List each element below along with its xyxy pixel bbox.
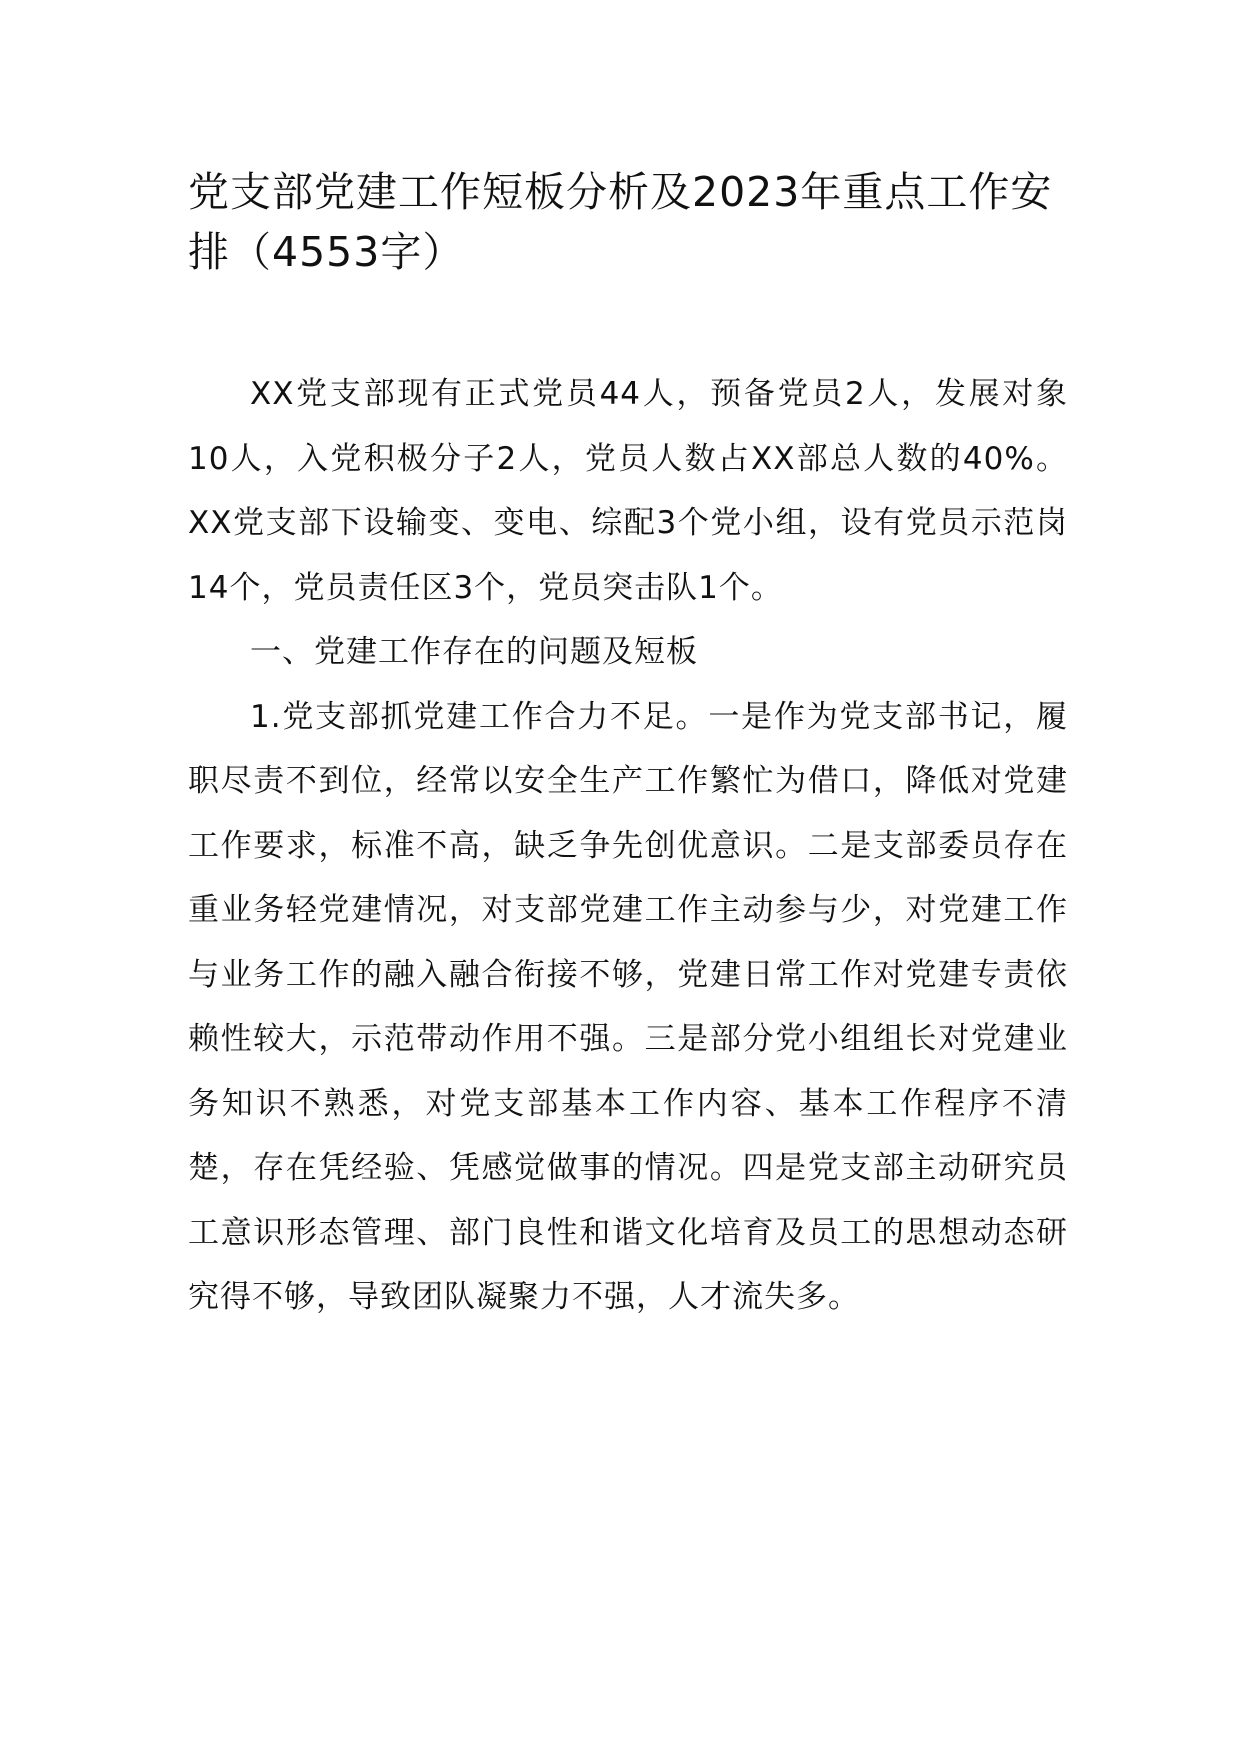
document-title: 党支部党建工作短板分析及2023年重点工作安排（4553字） [188,168,1053,276]
intro-paragraph: XX党支部现有正式党员44人，预备党员2人，发展对象10人，入党积极分子2人，党员人数占XX部总人数的40%。XX党支部下设输变、变电、综配3个党小组，设有党员示范岗14个，党员责任区3个，党员突击队1个。 [188,376,1068,606]
document-body [188,362,1068,1330]
body-paragraph: 1.党支部抓党建工作合力不足。一是作为党支部书记，履职尽责不到位，经常以安全生产工作繁忙为借口，降低对党建工作要求，标准不高，缺乏争先创优意识。二是支部委员存在重业务轻党建情况，对支部党建工作主动参与少，对党建工作与业务工作的融入融合衔接不够，党建日常工作对党建专责依赖性较大，示范带动作用不强。三是部分党小组组长对党建业务知识不熟悉，对党支部基本工作内容、基本工作程序不清楚，存在凭经验、凭感觉做事的情况。四是党支部主动研究员工意识形态管理、部门良性和谐文化培育及员工的思想动态研究得不够，导致团队凝聚力不强，人才流失多。 [188,698,1068,1315]
section-heading: 一、党建工作存在的问题及短板 [250,634,698,670]
